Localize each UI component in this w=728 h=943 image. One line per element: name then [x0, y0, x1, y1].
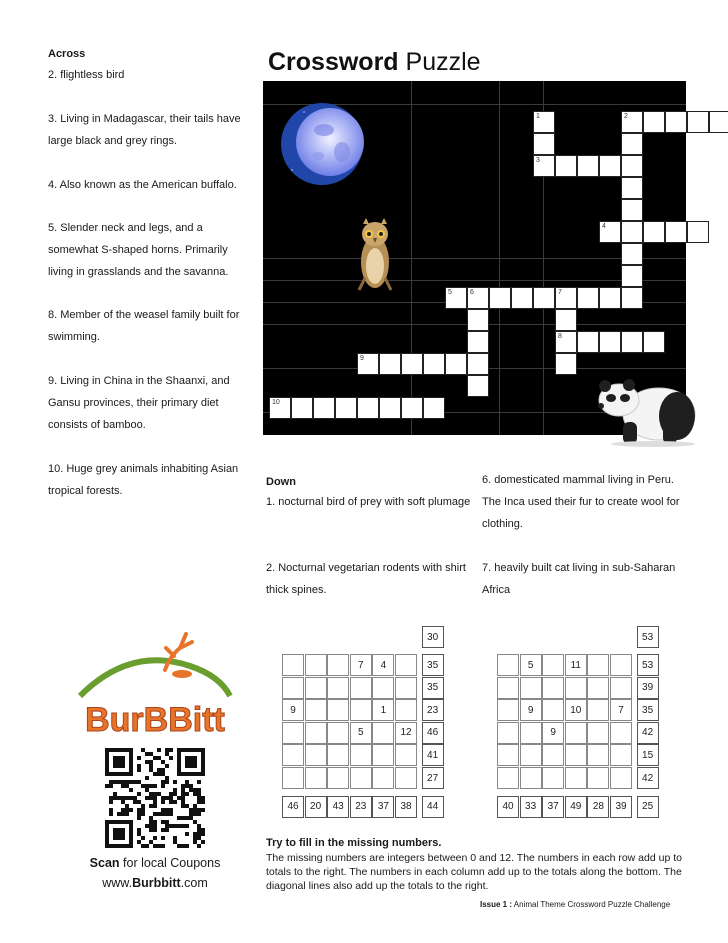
title-bold: Crossword — [268, 48, 399, 76]
grid-cell[interactable] — [565, 722, 587, 744]
crossword-cell[interactable] — [467, 287, 489, 309]
crossword-cell[interactable] — [599, 331, 621, 353]
crossword-cell[interactable] — [467, 375, 489, 397]
total-cell: 33 — [520, 796, 542, 818]
instructions-body: The missing numbers are integers between 0 and 12. The numbers in each row add up to totals to the right. The numbers in each column add up to the totals along the bottom. The diagonal lines also add up the totals to the right. — [266, 852, 682, 892]
grid-cell[interactable] — [497, 699, 519, 721]
grid-cell[interactable] — [327, 699, 349, 721]
grid-cell[interactable] — [282, 744, 304, 766]
grid-cell[interactable] — [565, 767, 587, 789]
grid-cell[interactable] — [542, 767, 564, 789]
down-heading: Down — [266, 476, 296, 488]
grid-cell[interactable]: 9 — [282, 699, 304, 721]
crossword-cell[interactable] — [489, 287, 511, 309]
grid-cell[interactable] — [350, 767, 372, 789]
grid-cell[interactable] — [372, 677, 394, 699]
crossword-cell[interactable] — [621, 221, 643, 243]
total-cell: 38 — [395, 796, 417, 818]
grid-cell[interactable] — [497, 722, 519, 744]
grid-cell[interactable] — [305, 654, 327, 676]
grid-cell[interactable]: 12 — [395, 722, 417, 744]
grid-cell[interactable] — [327, 677, 349, 699]
crossword-cell[interactable] — [357, 353, 379, 375]
grid-cell[interactable]: 7 — [610, 699, 632, 721]
total-cell: 41 — [422, 744, 444, 766]
across-clue-8: 8. Member of the weasel family built for swimming. — [48, 309, 240, 343]
grid-cell[interactable]: 1 — [372, 699, 394, 721]
crossword-cell[interactable] — [599, 287, 621, 309]
crossword-cell[interactable] — [467, 353, 489, 375]
grid-cell[interactable] — [497, 677, 519, 699]
issue-rest: Animal Theme Crossword Puzzle Challenge — [512, 900, 671, 909]
across-clue-2: 2. flightless bird — [48, 69, 125, 81]
issue-bold: Issue 1 : — [480, 900, 513, 909]
grid-cell[interactable] — [587, 654, 609, 676]
across-clue-3: 3. Living in Madagascar, their tails have large black and grey rings. — [48, 113, 241, 147]
crossword-cell[interactable] — [577, 331, 599, 353]
crossword-cell[interactable] — [643, 331, 665, 353]
grid-cell[interactable]: 9 — [542, 722, 564, 744]
grid-cell[interactable] — [327, 744, 349, 766]
crossword-cell[interactable] — [379, 353, 401, 375]
crossword-cell[interactable] — [687, 221, 709, 243]
grid-cell[interactable] — [282, 767, 304, 789]
total-cell: 53 — [637, 654, 659, 676]
crossword-cell[interactable] — [533, 155, 555, 177]
crossword-cell[interactable] — [335, 397, 357, 419]
crossword-cell[interactable] — [467, 309, 489, 331]
grid-cell[interactable] — [395, 767, 417, 789]
crossword-cell[interactable] — [379, 397, 401, 419]
grid-cell[interactable]: 5 — [350, 722, 372, 744]
scan-rest: for local Coupons — [119, 856, 221, 870]
crossword-cell[interactable] — [401, 353, 423, 375]
grid-cell[interactable] — [327, 722, 349, 744]
grid-cell[interactable]: 4 — [372, 654, 394, 676]
total-cell: 44 — [422, 796, 444, 818]
total-cell: 53 — [637, 626, 659, 648]
crossword-cell[interactable] — [621, 199, 643, 221]
grid-cell[interactable]: 5 — [520, 654, 542, 676]
total-cell: 28 — [587, 796, 609, 818]
total-cell: 37 — [542, 796, 564, 818]
crossword-cell[interactable] — [621, 111, 643, 133]
total-cell: 27 — [422, 767, 444, 789]
number-grid-left — [282, 626, 452, 822]
total-cell: 49 — [565, 796, 587, 818]
grid-cell[interactable]: 9 — [520, 699, 542, 721]
crossword-cell[interactable] — [555, 287, 577, 309]
crossword-cell[interactable] — [577, 287, 599, 309]
burbbitt-logo — [70, 626, 240, 746]
panda-illustration — [593, 376, 701, 448]
crossword-cell[interactable] — [555, 309, 577, 331]
grid-cell[interactable] — [305, 699, 327, 721]
number-grid-right — [497, 626, 667, 822]
crossword-cell[interactable] — [445, 353, 467, 375]
crossword-cell[interactable] — [665, 221, 687, 243]
total-cell: 35 — [637, 699, 659, 721]
crossword-cell[interactable] — [533, 287, 555, 309]
crossword-cell[interactable] — [687, 111, 709, 133]
grid-cell[interactable] — [395, 699, 417, 721]
grid-cell[interactable] — [395, 677, 417, 699]
across-clue-9: 9. Living in China in the Shaanxi, and Gansu provinces, their primary diet consists of bamboo. — [48, 375, 230, 431]
clue-number: 5 — [448, 289, 452, 296]
website-link[interactable] — [70, 873, 240, 893]
grid-cell[interactable] — [587, 677, 609, 699]
clue-number: 10 — [272, 399, 280, 406]
grid-cell[interactable] — [395, 744, 417, 766]
instructions-heading: Try to fill in the missing numbers. — [266, 837, 442, 849]
crossword-cell[interactable] — [621, 243, 643, 265]
grid-cell[interactable] — [610, 677, 632, 699]
qr-code[interactable] — [105, 748, 205, 848]
clue-number: 2 — [624, 113, 628, 120]
total-cell: 42 — [637, 767, 659, 789]
down-clue-2: 2. Nocturnal vegetarian rodents with shirt thick spines. — [266, 562, 466, 596]
total-cell: 40 — [497, 796, 519, 818]
crossword-cell[interactable] — [511, 287, 533, 309]
clue-number: 9 — [360, 355, 364, 362]
crossword-cell[interactable] — [467, 331, 489, 353]
scan-caption — [70, 853, 240, 893]
crossword-cell[interactable] — [709, 111, 728, 133]
crossword-cell[interactable] — [401, 397, 423, 419]
total-cell: 23 — [350, 796, 372, 818]
crossword-cell[interactable] — [621, 155, 643, 177]
grid-cell[interactable]: 7 — [350, 654, 372, 676]
grid-cell[interactable] — [350, 699, 372, 721]
grid-cell[interactable] — [520, 767, 542, 789]
grid-cell[interactable] — [587, 767, 609, 789]
grid-cell[interactable] — [610, 722, 632, 744]
grid-cell[interactable]: 11 — [565, 654, 587, 676]
crossword-cell[interactable] — [445, 287, 467, 309]
total-cell: 42 — [637, 722, 659, 744]
grid-cell[interactable] — [587, 699, 609, 721]
total-cell: 39 — [637, 677, 659, 699]
across-clue-5: 5. Slender neck and legs, and a somewhat S-shaped horns. Primarily living in grasslands and the savanna. — [48, 222, 229, 278]
grid-cell[interactable] — [305, 677, 327, 699]
down-clue-7: 7. heavily built cat living in sub-Saharan Africa — [482, 562, 676, 596]
url-bold: Burbbitt — [132, 876, 181, 890]
down-clue-6: 6. domesticated mammal living in Peru. The Inca used their fur to create wool for clothing. — [482, 474, 680, 530]
grid-cell[interactable] — [395, 654, 417, 676]
crossword-cell[interactable] — [555, 331, 577, 353]
total-cell: 35 — [422, 677, 444, 699]
crossword-cell[interactable] — [357, 397, 379, 419]
grid-cell[interactable] — [350, 744, 372, 766]
down-clue-1: 1. nocturnal bird of prey with soft plumage — [266, 496, 471, 508]
total-cell: 15 — [637, 744, 659, 766]
grid-cell[interactable] — [587, 744, 609, 766]
moon-illustration — [280, 100, 366, 186]
grid-cell[interactable] — [542, 677, 564, 699]
grid-cell[interactable] — [520, 677, 542, 699]
crossword-cell[interactable] — [533, 111, 555, 133]
clue-number: 7 — [558, 289, 562, 296]
crossword-cell[interactable] — [599, 155, 621, 177]
grid-cell[interactable] — [282, 677, 304, 699]
total-cell: 37 — [372, 796, 394, 818]
grid-cell[interactable]: 10 — [565, 699, 587, 721]
url-post: .com — [180, 876, 208, 890]
total-cell: 46 — [422, 722, 444, 744]
grid-cell[interactable] — [542, 744, 564, 766]
total-cell: 43 — [327, 796, 349, 818]
grid-cell[interactable] — [372, 722, 394, 744]
crossword-cell[interactable] — [291, 397, 313, 419]
total-cell: 30 — [422, 626, 444, 648]
clue-number: 4 — [602, 223, 606, 230]
grid-cell[interactable] — [520, 722, 542, 744]
crossword-cell[interactable] — [621, 133, 643, 155]
grid-cell[interactable] — [497, 767, 519, 789]
total-cell: 23 — [422, 699, 444, 721]
total-cell: 20 — [305, 796, 327, 818]
grid-cell[interactable] — [372, 744, 394, 766]
crossword-cell[interactable] — [643, 111, 665, 133]
clue-number: 1 — [536, 113, 540, 120]
scan-bold: Scan — [89, 856, 120, 870]
grid-cell[interactable] — [282, 722, 304, 744]
grid-cell[interactable] — [520, 744, 542, 766]
title-rest: Puzzle — [398, 48, 481, 76]
crossword-cell[interactable] — [599, 221, 621, 243]
crossword-cell[interactable] — [665, 111, 687, 133]
across-clue-4: 4. Also known as the American buffalo. — [48, 179, 237, 191]
grid-cell[interactable] — [587, 722, 609, 744]
total-cell: 25 — [637, 796, 659, 818]
issue-footer — [480, 900, 670, 909]
grid-cell[interactable] — [497, 654, 519, 676]
crossword-cell[interactable] — [423, 353, 445, 375]
grid-cell[interactable] — [610, 767, 632, 789]
across-heading: Across — [48, 48, 86, 60]
grid-cell[interactable] — [610, 744, 632, 766]
grid-cell[interactable] — [305, 744, 327, 766]
grid-cell[interactable] — [497, 744, 519, 766]
grid-cell[interactable] — [565, 744, 587, 766]
grid-cell[interactable] — [610, 654, 632, 676]
crossword-cell[interactable] — [643, 221, 665, 243]
grid-cell[interactable] — [327, 654, 349, 676]
crossword-cell[interactable] — [555, 353, 577, 375]
across-clue-10: 10. Huge grey animals inhabiting Asian tropical forests. — [48, 463, 239, 497]
logo-text: BurBBitt — [85, 701, 225, 739]
url-pre: www. — [102, 876, 133, 890]
grid-cell[interactable] — [542, 699, 564, 721]
page-title — [268, 48, 481, 77]
grid-cell[interactable] — [305, 767, 327, 789]
total-cell: 46 — [282, 796, 304, 818]
crossword-cell[interactable] — [555, 155, 577, 177]
total-cell: 35 — [422, 654, 444, 676]
owl-illustration — [355, 218, 395, 294]
crossword-cell[interactable] — [533, 133, 555, 155]
crossword-cell[interactable] — [313, 397, 335, 419]
grid-cell[interactable] — [327, 767, 349, 789]
grid-cell[interactable] — [372, 767, 394, 789]
crossword-cell[interactable] — [621, 265, 643, 287]
clue-number: 3 — [536, 157, 540, 164]
total-cell: 39 — [610, 796, 632, 818]
grid-cell[interactable] — [282, 654, 304, 676]
crossword-cell[interactable] — [423, 397, 445, 419]
crossword-cell[interactable] — [621, 287, 643, 309]
grid-cell[interactable] — [350, 677, 372, 699]
grid-cell[interactable] — [565, 677, 587, 699]
clue-number: 6 — [470, 289, 474, 296]
grid-cell[interactable] — [542, 654, 564, 676]
crossword-cell[interactable] — [621, 331, 643, 353]
crossword-cell[interactable] — [621, 177, 643, 199]
crossword-cell[interactable] — [269, 397, 291, 419]
grid-cell[interactable] — [305, 722, 327, 744]
crossword-cell[interactable] — [577, 155, 599, 177]
clue-number: 8 — [558, 333, 562, 340]
